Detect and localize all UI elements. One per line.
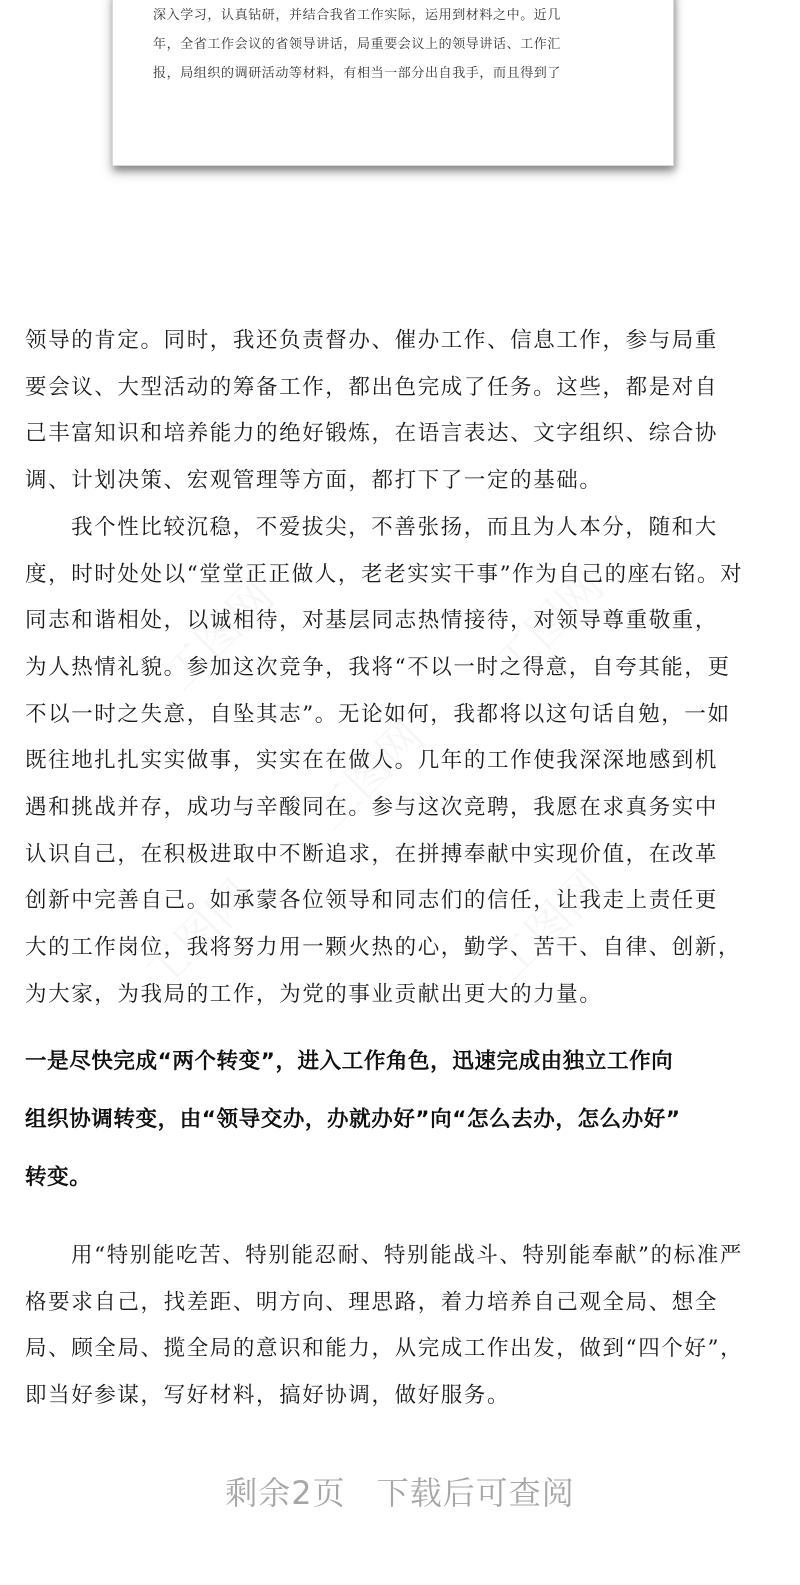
download-prompt[interactable]	[0, 1468, 800, 1514]
preview-line: 报，局组织的调研活动等材料，有相当一部分出自我手，而且得到了	[153, 66, 562, 81]
heading-line: 组织协调转变，由“领导交办，办就办好”向“怎么去办，怎么办好”	[25, 1107, 681, 1132]
body-line: 度，时时处处以“堂堂正正做人，老老实实干事”作为自己的座右铭。对	[25, 561, 744, 587]
body-line: 不以一时之失意，自坠其志”。无论如何，我都将以这句话自勉，一如	[25, 701, 731, 727]
body-line: 为人热情礼貌。参加这次竞争，我将“不以一时之得意，自夸其能，更	[25, 654, 731, 680]
body-paragraphs-a	[25, 318, 777, 1019]
body-paragraphs-b	[25, 1233, 777, 1420]
remaining-pages-label: 剩余2页	[225, 1474, 346, 1512]
heading-line: 一是尽快完成“两个转变”，进入工作角色，迅速完成由独立工作向	[25, 1049, 674, 1074]
body-line: 用“特别能吃苦、特别能忍耐、特别能战斗、特别能奉献”的标准严	[71, 1243, 743, 1268]
preview-page-card	[112, 0, 674, 166]
download-hint-label: 下载后可查阅	[376, 1474, 575, 1512]
body-line: 局、顾全局、揽全局的意识和能力，从完成工作出发，做到“四个好”，	[25, 1336, 744, 1362]
preview-line: 年，全省工作会议的省领导讲话，局重要会议上的领导讲话、工作汇	[153, 37, 562, 52]
heading-line: 转变。	[25, 1165, 92, 1190]
section-heading	[25, 1033, 777, 1207]
body-line: 领导的肯定。同时，我还负责督办、催办工作、信息工作，参与局重	[25, 328, 719, 353]
body-line: 创新中完善自己。如承蒙各位领导和同志们的信任，让我走上责任更	[25, 888, 719, 914]
body-line: 既往地扎扎实实做事，实实在在做人。几年的工作使我深深地感到机	[25, 748, 719, 774]
preview-line: 深入学习，认真钻研，并结合我省工作实际，运用到材料之中。近几	[153, 8, 562, 23]
body-line: 己丰富知识和培养能力的绝好锻炼，在语言表达、文字组织、综合协	[25, 421, 719, 447]
body-line: 即当好参谋，写好材料，搞好协调，做好服务。	[25, 1383, 511, 1409]
body-line: 要会议、大型活动的筹备工作，都出色完成了任务。这些，都是对自	[25, 374, 719, 400]
body-line: 遇和挑战并存，成功与辛酸同在。参与这次竞聘，我愿在求真务实中	[25, 795, 719, 821]
body-line: 为大家，为我局的工作，为党的事业贡献出更大的力量。	[25, 981, 603, 1007]
preview-page-text	[153, 1, 633, 88]
body-line: 大的工作岗位，我将努力用一颗火热的心，勤学、苦干、自律、创新，	[25, 935, 742, 961]
body-line: 调、计划决策、宏观管理等方面，都打下了一定的基础。	[25, 468, 603, 494]
body-line: 我个性比较沉稳，不爱拔尖，不善张扬，而且为人本分，随和大	[71, 514, 718, 540]
body-line: 认识自己，在积极进取中不断追求，在拼搏奉献中实现价值，在改革	[25, 841, 719, 867]
body-line: 同志和谐相处，以诚相待，对基层同志热情接待，对领导尊重敬重，	[25, 608, 719, 634]
body-line: 格要求自己，找差距、明方向、理思路，着力培养自己观全局、想全	[25, 1289, 719, 1315]
